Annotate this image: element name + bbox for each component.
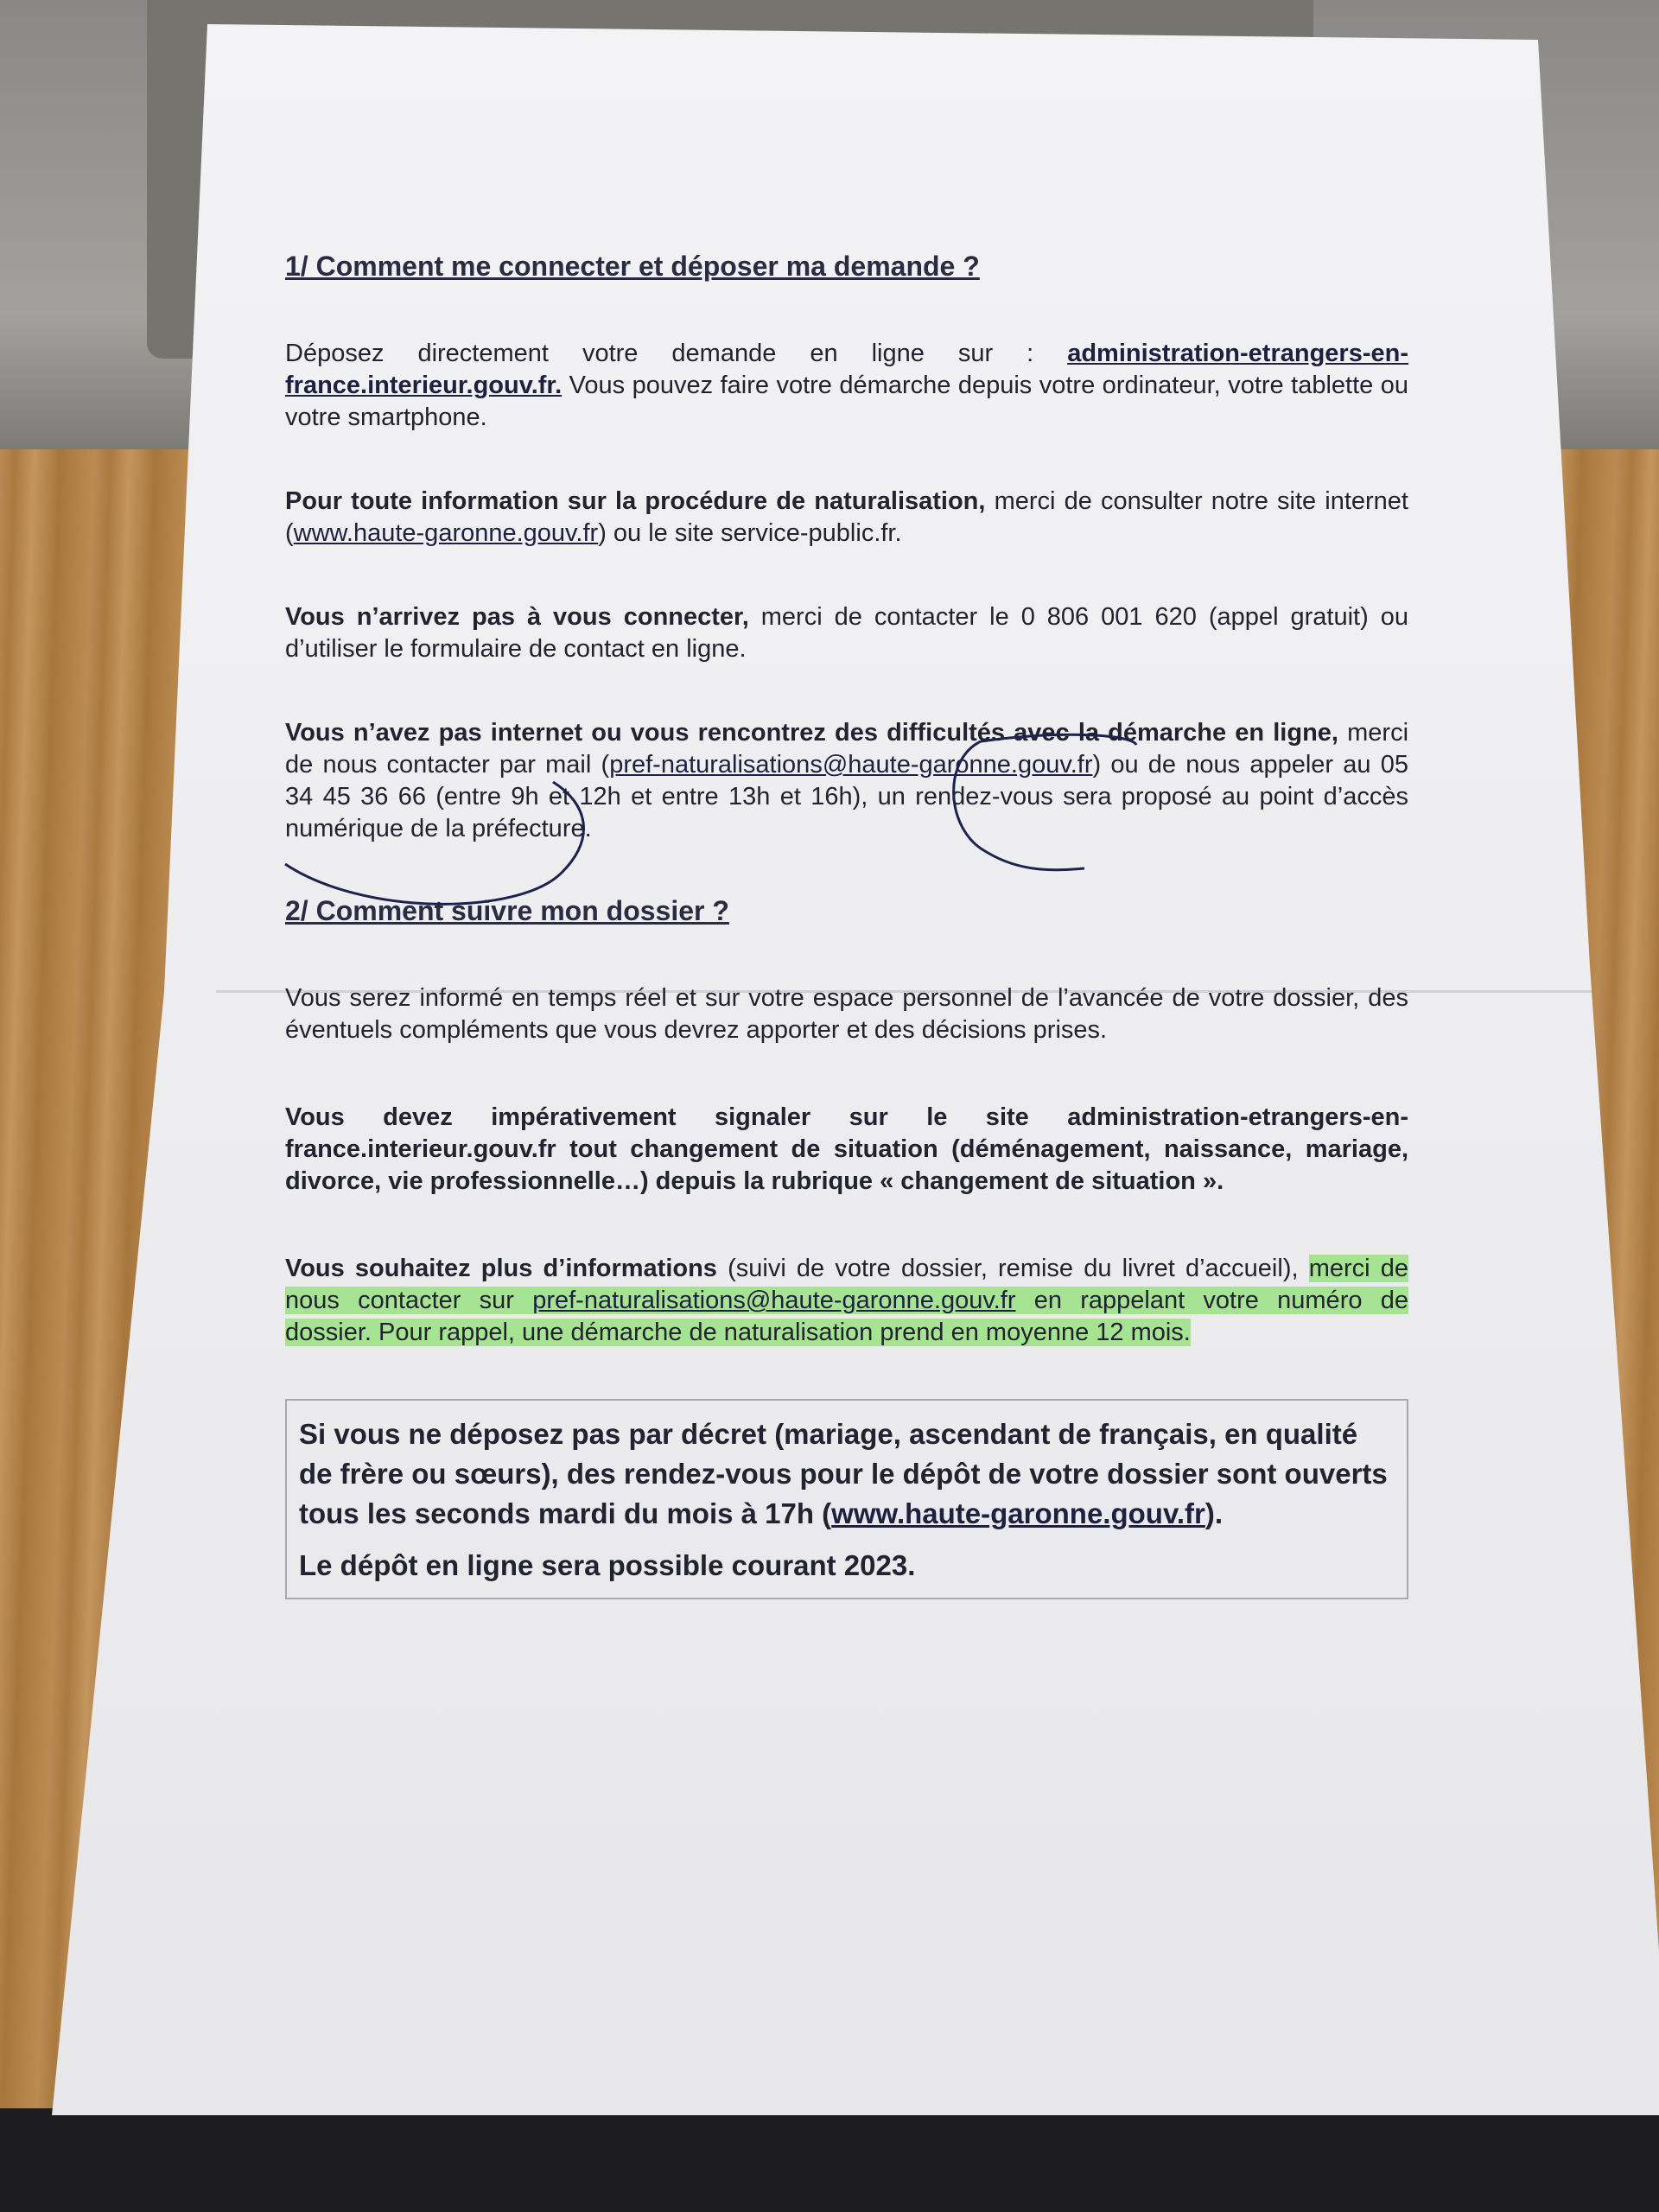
section2-paragraph-signal: Vous devez impérativement signaler sur le site administration-etrangers-en-france.interieur.gouv.fr tout changement de situation (déménagement, naissance, mariage, divorce, vie professionnelle…) depuis la rubrique « changement de situation ». [285, 1103, 1408, 1195]
section1-paragraph-info [285, 486, 1408, 550]
decree-info-box [285, 1399, 1408, 1599]
decree-line-b: ). [1205, 1497, 1224, 1529]
section1-paragraph-online [285, 338, 1408, 434]
no-internet-rest-a: merci de nous contacter par mail ( [285, 719, 1409, 779]
decree-link[interactable]: www.haute-garonne.gouv.fr [831, 1497, 1205, 1529]
highlight-contact: merci de nous contacter sur [285, 1255, 1408, 1314]
contact-bold: Vous souhaitez plus d’informations [285, 1255, 717, 1282]
contact-rest-a: (suivi de votre dossier, remise du livret d’accueil), [728, 1255, 1299, 1282]
info-bold: Pour toute information sur la procédure de naturalisation, [285, 487, 986, 515]
online-rest: Vous pouvez faire votre démarche depuis votre ordinateur, votre tablette ou votre smartphone. [285, 372, 1408, 431]
section2-title: 2/ Comment suivre mon dossier ? [285, 895, 729, 926]
info-rest-b: ) ou le site service-public.fr. [598, 519, 902, 547]
section1-paragraph-connect [285, 601, 1408, 665]
online-link[interactable]: administration-etrangers-en-france.interieur.gouv.fr. [285, 340, 1408, 399]
no-internet-bold: Vous n’avez pas internet ou vous rencontrez des difficultés avec la démarche en ligne, [285, 719, 1338, 747]
decree-text [299, 1414, 1395, 1534]
section1-title: 1/ Comment me connecter et déposer ma demande ? [285, 251, 980, 282]
no-internet-rest-b: ) ou de nous appeler au 05 34 45 36 66 (entre 9h et 12h et entre 13h et 16h), un rendez-vous sera proposé au point d’accès numérique de la préfecture. [285, 751, 1408, 842]
no-internet-email-link[interactable]: pref-naturalisations@haute-garonne.gouv.fr [609, 751, 1093, 779]
info-rest-a: merci de consulter notre site internet ( [285, 487, 1408, 547]
dark-floor [0, 2108, 1659, 2212]
section2-paragraph-contact [285, 1253, 1408, 1349]
info-link[interactable]: www.haute-garonne.gouv.fr [293, 519, 599, 547]
connect-bold: Vous n’arrivez pas à vous connecter, [285, 603, 749, 631]
online-intro: Déposez directement votre demande en ligne sur : [285, 340, 1034, 367]
online-deposit-note: Le dépôt en ligne sera possible courant 2023. [299, 1549, 916, 1581]
decree-line-a: Si vous ne déposez pas par décret (mariage, ascendant de français, en qualité de frère ou sœurs), des rendez-vous pour le dépôt de votre dossier sont ouverts tous les seconds mardi du mois à 17h ( [299, 1418, 1388, 1529]
section2-paragraph-tracking: Vous serez informé en temps réel et sur votre espace personnel de l’avancée de votre dossier, des éventuels compléments que vous devrez apporter et des décisions prises. [285, 984, 1408, 1044]
contact-email-link[interactable]: pref-naturalisations@haute-garonne.gouv.fr [532, 1287, 1016, 1314]
document-content [285, 251, 1408, 1599]
connect-rest: merci de contacter le 0 806 001 620 (appel gratuit) ou d’utiliser le formulaire de contact en ligne. [285, 603, 1408, 663]
section1-paragraph-no-internet [285, 717, 1408, 845]
highlight-reminder: en rappelant votre numéro de dossier. Pour rappel, une démarche de naturalisation prend en moyenne 12 mois. [285, 1287, 1408, 1346]
